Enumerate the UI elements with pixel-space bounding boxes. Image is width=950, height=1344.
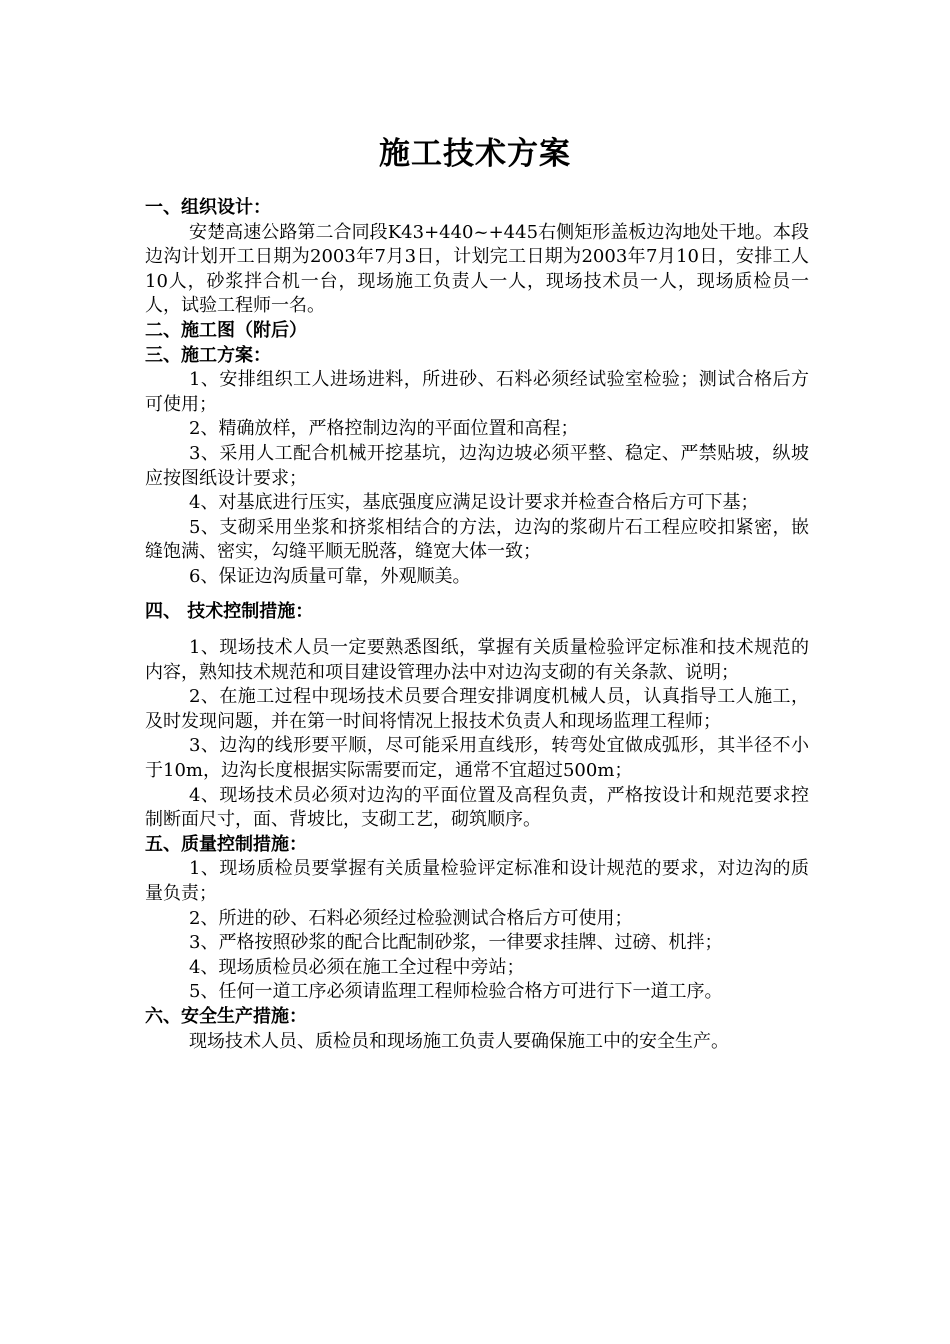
paragraph: 1、现场技术人员一定要熟悉图纸，掌握有关质量检验评定标准和技术规范的内容，熟知技术规范和项目建设管理办法中对边沟支砌的有关条款、说明；: [145, 637, 809, 683]
paragraph: 5、任何一道工序必须请监理工程师检验合格方可进行下一道工序。: [189, 981, 723, 1003]
paragraph: 2、所进的砂、石料必须经过检验测试合格后方可使用；: [189, 907, 633, 929]
document-title: 施工技术方案: [379, 136, 571, 172]
paragraph: 4、对基底进行压实，基底强度应满足设计要求并检查合格后方可下基；: [189, 492, 759, 514]
section-heading: 六、安全生产措施：: [145, 1006, 307, 1027]
paragraph: 现场技术人员、质检员和现场施工负责人要确保施工中的安全生产。: [189, 1030, 729, 1052]
section-heading: 三、施工方案：: [145, 344, 271, 366]
paragraph: 安楚高速公路第二合同段K43+440~+445右侧矩形盖板边沟地处干地。本段边沟计划开工日期为2003年7月3日，计划完工日期为2003年7月10日，安排工人10人，砂浆拌合机一台，现场施工负责人一人，现场技术员一人，现场质检员一人，试验工程师一名。: [145, 221, 809, 317]
paragraph: 3、严格按照砂浆的配合比配制砂浆，一律要求挂牌、过磅、机拌；: [189, 932, 723, 954]
paragraph: 2、精确放样，严格控制边沟的平面位置和高程；: [189, 418, 579, 440]
paragraph: 4、现场技术员必须对边沟的平面位置及高程负责，严格按设计和规范要求控制断面尺寸，面、背坡比，支砌工艺，砌筑顺序。: [145, 784, 809, 831]
paragraph: 6、保证边沟质量可靠，外观顺美。: [189, 565, 471, 587]
section-heading: 四、 技术控制措施：: [145, 600, 314, 622]
paragraph: 3、采用人工配合机械开挖基坑，边沟边坡必须平整、稳定、严禁贴坡，纵坡应按图纸设计要求；: [145, 442, 809, 489]
document-body: [145, 196, 809, 1054]
section-heading: 五、质量控制措施：: [145, 833, 307, 855]
paragraph: 1、安排组织工人进场进料，所进砂、石料必须经试验室检验；测试合格后方可使用；: [145, 369, 809, 415]
section-heading: 二、施工图（附后）: [145, 319, 307, 341]
paragraph: 5、支砌采用坐浆和挤浆相结合的方法，边沟的浆砌片石工程应咬扣紧密，嵌缝饱满、密实，勾缝平顺无脱落，缝宽大体一致；: [145, 516, 809, 563]
paragraph: 4、现场质检员必须在施工全过程中旁站；: [189, 956, 525, 978]
section-heading: 一、组织设计：: [145, 197, 271, 218]
paragraph: 2、在施工过程中现场技术员要合理安排调度机械人员，认真指导工人施工，及时发现问题，并在第一时间将情况上报技术负责人和现场监理工程师；: [145, 686, 809, 732]
paragraph: 3、边沟的线形要平顺，尽可能采用直线形，转弯处宜做成弧形，其半径不小于10m，边沟长度根据实际需要而定，通常不宜超过500m；: [145, 735, 809, 782]
paragraph: 1、现场质检员要掌握有关质量检验评定标准和设计规范的要求，对边沟的质量负责；: [145, 858, 809, 905]
